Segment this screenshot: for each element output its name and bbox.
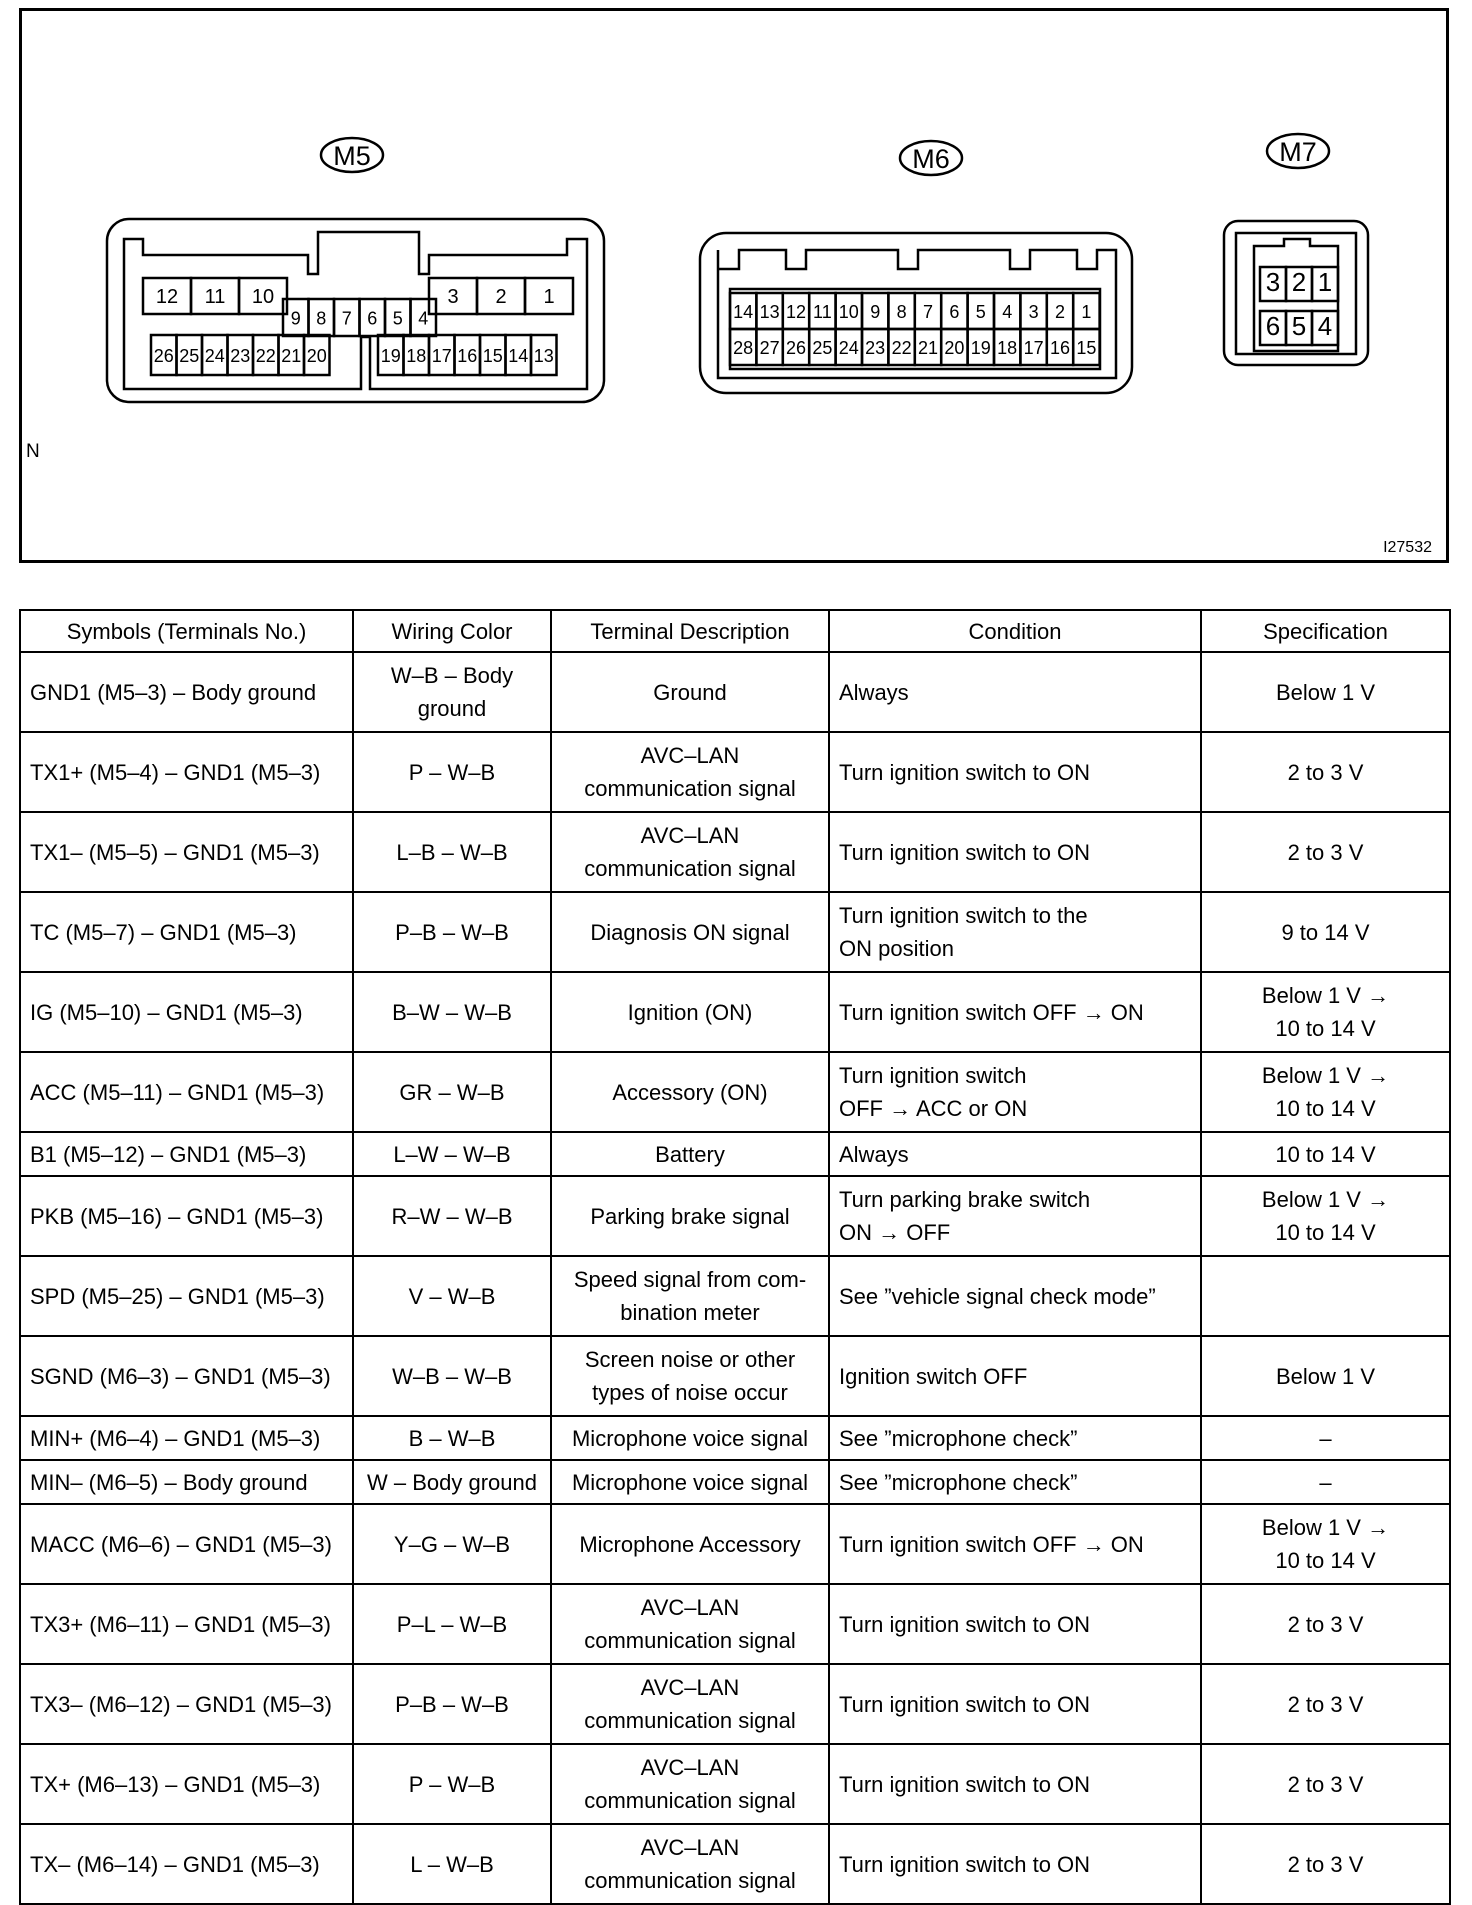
m5-pin: 26 <box>153 346 174 366</box>
m5-pin: 10 <box>251 286 275 308</box>
cell-terminal-description: Speed signal from com- bination meter <box>551 1256 829 1336</box>
cell-terminal-description: AVC–LAN communication signal <box>551 1824 829 1904</box>
cell-terminal-description: Ground <box>551 652 829 732</box>
cell-terminal-description: Ignition (ON) <box>551 972 829 1052</box>
cell-terminal-description: AVC–LAN communication signal <box>551 812 829 892</box>
cell-specification: 2 to 3 V <box>1201 1664 1450 1744</box>
m5-pin: 2 <box>495 286 507 308</box>
cell-specification: Below 1 V → 10 to 14 V <box>1201 1504 1450 1584</box>
m6-pin: 19 <box>970 338 991 358</box>
table-row <box>20 1132 1450 1176</box>
m5-pin-group-bottom-left <box>151 335 330 375</box>
table-row <box>20 1504 1450 1584</box>
table-row <box>20 1664 1450 1744</box>
cell-terminal-description: AVC–LAN communication signal <box>551 1744 829 1824</box>
cell-terminal-description: Screen noise or other types of noise occur <box>551 1336 829 1416</box>
m5-pin: 23 <box>230 346 251 366</box>
cell-wiring-color: L–W – W–B <box>353 1132 551 1176</box>
connector-label-m5 <box>321 138 383 172</box>
cell-specification: Below 1 V → 10 to 14 V <box>1201 1052 1450 1132</box>
m5-pin: 4 <box>418 308 429 329</box>
cell-symbols: TC (M5–7) – GND1 (M5–3) <box>20 892 353 972</box>
cell-symbols: TX3+ (M6–11) – GND1 (M5–3) <box>20 1584 353 1664</box>
m6-pin: 11 <box>813 302 832 322</box>
m6-pin: 1 <box>1081 302 1092 322</box>
cell-symbols: TX3– (M6–12) – GND1 (M5–3) <box>20 1664 353 1744</box>
connector-diagram-frame <box>19 8 1449 563</box>
m6-pin: 2 <box>1054 302 1066 322</box>
header-specification: Specification <box>1201 610 1450 652</box>
cell-condition: Turn ignition switch to ON <box>829 812 1201 892</box>
svg-text:M6: M6 <box>912 144 950 174</box>
table-row <box>20 892 1450 972</box>
cell-terminal-description: AVC–LAN communication signal <box>551 732 829 812</box>
cell-specification: 10 to 14 V <box>1201 1132 1450 1176</box>
m6-pin: 13 <box>759 302 780 322</box>
cell-terminal-description: AVC–LAN communication signal <box>551 1664 829 1744</box>
table-row <box>20 1256 1450 1336</box>
m7-pin-group-bottom <box>1260 311 1338 345</box>
m6-pin: 7 <box>922 302 934 322</box>
table-row <box>20 1336 1450 1416</box>
m5-pin: 1 <box>543 286 555 308</box>
m6-pin: 25 <box>812 338 833 358</box>
table-row <box>20 1416 1450 1460</box>
m5-pin: 16 <box>457 346 478 366</box>
header-terminal-description: Terminal Description <box>551 610 829 652</box>
connector-m7 <box>1224 221 1368 365</box>
cell-specification: 2 to 3 V <box>1201 732 1450 812</box>
connector-m6 <box>700 233 1132 393</box>
table-header-row <box>20 610 1450 652</box>
cell-symbols: MIN– (M6–5) – Body ground <box>20 1460 353 1504</box>
cell-specification: 2 to 3 V <box>1201 1824 1450 1904</box>
cell-symbols: TX1+ (M5–4) – GND1 (M5–3) <box>20 732 353 812</box>
cell-symbols: B1 (M5–12) – GND1 (M5–3) <box>20 1132 353 1176</box>
m5-pin-group-middle <box>283 299 436 336</box>
m5-pin: 22 <box>255 346 276 366</box>
m7-pin: 6 <box>1265 311 1281 341</box>
cell-specification: – <box>1201 1460 1450 1504</box>
m5-pin: 9 <box>290 308 301 329</box>
cell-wiring-color: W–B – W–B <box>353 1336 551 1416</box>
cell-terminal-description: Microphone voice signal <box>551 1460 829 1504</box>
cell-symbols: SGND (M6–3) – GND1 (M5–3) <box>20 1336 353 1416</box>
figure-id: I27532 <box>1383 539 1432 556</box>
m6-pin: 12 <box>785 302 807 322</box>
m6-pin-group-bottom <box>730 329 1100 365</box>
cell-symbols: ACC (M5–11) – GND1 (M5–3) <box>20 1052 353 1132</box>
m6-pin: 26 <box>785 338 807 358</box>
cell-wiring-color: W – Body ground <box>353 1460 551 1504</box>
cell-specification: 2 to 3 V <box>1201 1584 1450 1664</box>
m5-pin: 24 <box>204 346 225 366</box>
m5-pin: 8 <box>316 308 327 329</box>
cell-specification: Below 1 V → 10 to 14 V <box>1201 972 1450 1052</box>
table-row <box>20 1052 1450 1132</box>
connector-label-m6 <box>900 141 962 175</box>
m5-pin: 25 <box>179 346 200 366</box>
m6-pin: 9 <box>870 302 881 322</box>
cell-symbols: MIN+ (M6–4) – GND1 (M5–3) <box>20 1416 353 1460</box>
m5-pin: 17 <box>431 346 452 366</box>
cell-condition: Turn parking brake switch ON → OFF <box>829 1176 1201 1256</box>
cell-symbols: MACC (M6–6) – GND1 (M5–3) <box>20 1504 353 1584</box>
m5-pin: 19 <box>380 346 401 366</box>
m6-pin-group-top <box>730 293 1100 329</box>
connector-diagram <box>22 11 1446 560</box>
m7-pin-group-top <box>1260 267 1338 301</box>
cell-condition: Turn ignition switch to the ON position <box>829 892 1201 972</box>
cell-symbols: TX+ (M6–13) – GND1 (M5–3) <box>20 1744 353 1824</box>
m6-pin: 4 <box>1002 302 1013 322</box>
cell-condition: Ignition switch OFF <box>829 1336 1201 1416</box>
cell-wiring-color: L – W–B <box>353 1824 551 1904</box>
table-row <box>20 812 1450 892</box>
cell-terminal-description: Diagnosis ON signal <box>551 892 829 972</box>
m5-pin: 14 <box>508 346 529 366</box>
m6-pin: 23 <box>865 338 886 358</box>
cell-terminal-description: Accessory (ON) <box>551 1052 829 1132</box>
cell-condition: Turn ignition switch to ON <box>829 1824 1201 1904</box>
header-wiring-color: Wiring Color <box>353 610 551 652</box>
m6-pin: 5 <box>975 302 986 322</box>
m5-pin: 13 <box>533 346 554 366</box>
m6-pin: 28 <box>733 338 754 358</box>
cell-wiring-color: L–B – W–B <box>353 812 551 892</box>
m5-pin: 3 <box>447 286 459 308</box>
table-row <box>20 1584 1450 1664</box>
table-row <box>20 1744 1450 1824</box>
cell-terminal-description: Battery <box>551 1132 829 1176</box>
cell-wiring-color: P – W–B <box>353 1744 551 1824</box>
cell-wiring-color: P–B – W–B <box>353 1664 551 1744</box>
m7-pin: 3 <box>1265 267 1281 297</box>
m6-pin: 10 <box>838 302 859 322</box>
m7-pin: 2 <box>1291 267 1307 297</box>
cell-terminal-description: Microphone voice signal <box>551 1416 829 1460</box>
cell-condition: See ”microphone check” <box>829 1460 1201 1504</box>
cell-specification: Below 1 V <box>1201 652 1450 732</box>
cell-symbols: TX1– (M5–5) – GND1 (M5–3) <box>20 812 353 892</box>
header-condition: Condition <box>829 610 1201 652</box>
cell-symbols: PKB (M5–16) – GND1 (M5–3) <box>20 1176 353 1256</box>
m6-pin: 16 <box>1049 338 1071 358</box>
cell-terminal-description: AVC–LAN communication signal <box>551 1584 829 1664</box>
connector-label-m7 <box>1267 134 1329 168</box>
cell-symbols: IG (M5–10) – GND1 (M5–3) <box>20 972 353 1052</box>
m5-pin-group-bottom-right <box>378 335 557 375</box>
cell-specification: 9 to 14 V <box>1201 892 1450 972</box>
m5-pin-group-top-left <box>143 278 287 314</box>
table-row <box>20 1824 1450 1904</box>
m5-pin: 11 <box>204 286 226 308</box>
m6-pin: 15 <box>1076 338 1097 358</box>
m5-pin: 21 <box>281 346 302 366</box>
m5-pin: 20 <box>306 346 327 366</box>
side-note: N <box>26 441 40 462</box>
cell-specification <box>1201 1256 1450 1336</box>
m7-pin: 1 <box>1317 267 1333 297</box>
m5-pin: 5 <box>392 308 403 329</box>
cell-wiring-color: B–W – W–B <box>353 972 551 1052</box>
cell-specification: Below 1 V <box>1201 1336 1450 1416</box>
m5-pin: 12 <box>155 286 179 308</box>
m6-pin: 20 <box>944 338 965 358</box>
m6-pin: 3 <box>1028 302 1039 322</box>
m6-pin: 17 <box>1023 338 1044 358</box>
m5-pin-group-top-right <box>429 278 573 314</box>
terminal-spec-table <box>19 609 1451 1905</box>
m5-pin: 7 <box>341 308 352 329</box>
cell-condition: See ”microphone check” <box>829 1416 1201 1460</box>
cell-wiring-color: Y–G – W–B <box>353 1504 551 1584</box>
m7-pin: 4 <box>1317 311 1333 341</box>
cell-condition: Turn ignition switch to ON <box>829 1744 1201 1824</box>
cell-terminal-description: Microphone Accessory <box>551 1504 829 1584</box>
cell-symbols: TX– (M6–14) – GND1 (M5–3) <box>20 1824 353 1904</box>
table-row <box>20 1176 1450 1256</box>
cell-condition: Turn ignition switch OFF → ON <box>829 1504 1201 1584</box>
cell-specification: 2 to 3 V <box>1201 812 1450 892</box>
svg-text:M5: M5 <box>333 141 371 171</box>
m6-pin: 6 <box>949 302 960 322</box>
cell-condition: Turn ignition switch to ON <box>829 1584 1201 1664</box>
table-row <box>20 1460 1450 1504</box>
m6-pin: 27 <box>759 338 780 358</box>
cell-condition: See ”vehicle signal check mode” <box>829 1256 1201 1336</box>
svg-text:M7: M7 <box>1279 137 1317 167</box>
m6-pin: 24 <box>838 338 859 358</box>
cell-symbols: GND1 (M5–3) – Body ground <box>20 652 353 732</box>
cell-wiring-color: R–W – W–B <box>353 1176 551 1256</box>
header-symbols: Symbols (Terminals No.) <box>20 610 353 652</box>
cell-wiring-color: P–L – W–B <box>353 1584 551 1664</box>
m5-pin: 18 <box>406 346 427 366</box>
cell-condition: Turn ignition switch OFF → ACC or ON <box>829 1052 1201 1132</box>
m6-pin: 14 <box>733 302 754 322</box>
cell-condition: Turn ignition switch to ON <box>829 732 1201 812</box>
cell-wiring-color: V – W–B <box>353 1256 551 1336</box>
cell-specification: 2 to 3 V <box>1201 1744 1450 1824</box>
cell-condition: Always <box>829 1132 1201 1176</box>
cell-symbols: SPD (M5–25) – GND1 (M5–3) <box>20 1256 353 1336</box>
m5-pin: 15 <box>482 346 503 366</box>
m6-pin: 8 <box>896 302 907 322</box>
cell-wiring-color: GR – W–B <box>353 1052 551 1132</box>
cell-wiring-color: B – W–B <box>353 1416 551 1460</box>
cell-wiring-color: P – W–B <box>353 732 551 812</box>
cell-wiring-color: W–B – Body ground <box>353 652 551 732</box>
cell-terminal-description: Parking brake signal <box>551 1176 829 1256</box>
cell-specification: – <box>1201 1416 1450 1460</box>
cell-condition: Always <box>829 652 1201 732</box>
connector-m5 <box>107 219 604 402</box>
table-row <box>20 732 1450 812</box>
m7-pin: 5 <box>1291 311 1307 341</box>
m6-pin: 22 <box>891 338 912 358</box>
cell-specification: Below 1 V → 10 to 14 V <box>1201 1176 1450 1256</box>
m6-pin: 18 <box>997 338 1018 358</box>
cell-wiring-color: P–B – W–B <box>353 892 551 972</box>
table-row <box>20 972 1450 1052</box>
m5-pin: 6 <box>367 308 378 329</box>
cell-condition: Turn ignition switch to ON <box>829 1664 1201 1744</box>
cell-condition: Turn ignition switch OFF → ON <box>829 972 1201 1052</box>
table-row <box>20 652 1450 732</box>
m6-pin: 21 <box>917 338 939 358</box>
